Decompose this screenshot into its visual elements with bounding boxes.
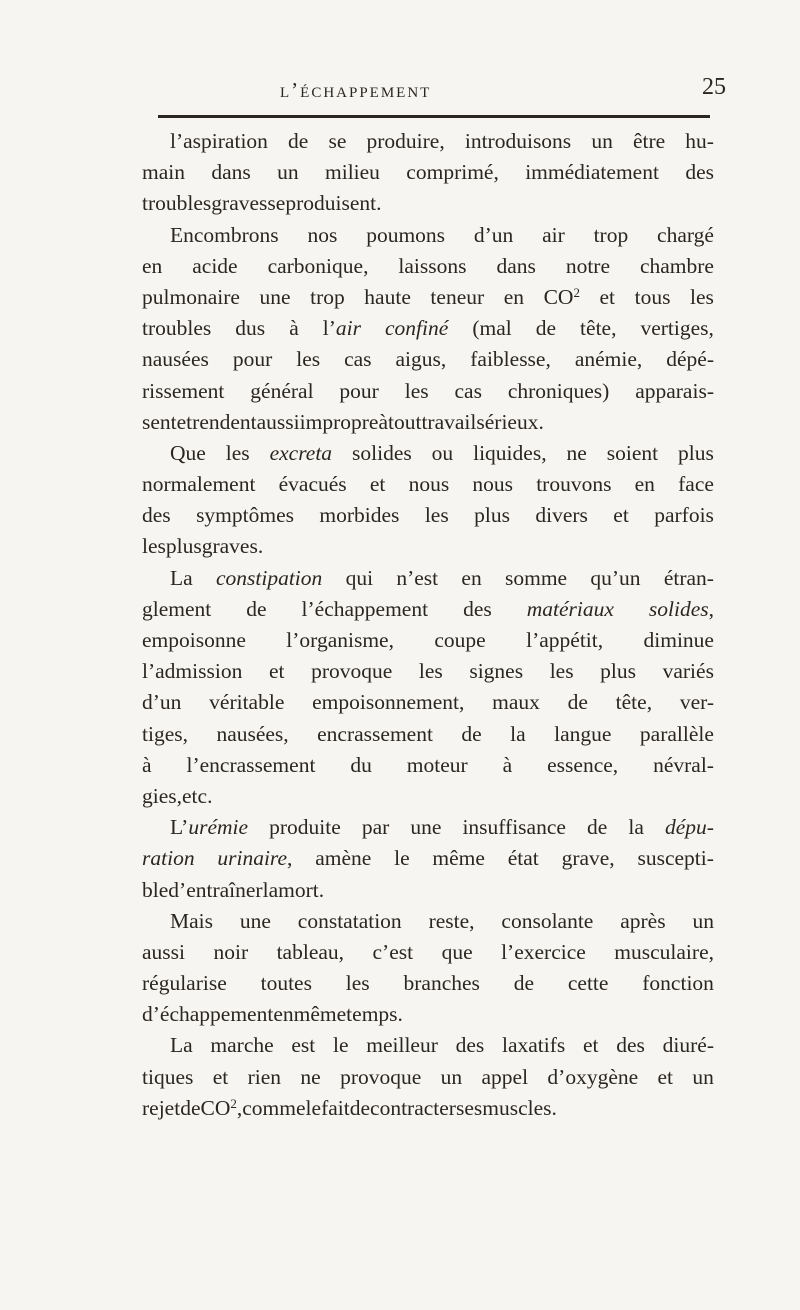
text-line: Encombrons nos poumons d’un air trop chargé <box>170 222 714 247</box>
text-line: rejet de $CO^2$, comme le fait de contracter ses muscles. <box>142 1095 557 1120</box>
text-line: La marche est le meilleur des laxatifs et des diuré- <box>170 1033 714 1058</box>
text-line: nausées pour les cas aigus, faiblesse, anémie, dépé- <box>142 347 714 372</box>
text-line: glement de l’échappement des matériaux solides, <box>142 596 714 621</box>
text-line: l’admission et provoque les signes les plus variés <box>142 659 714 684</box>
text-line: pulmonaire une trop haute teneur en $CO^2$ et tous les <box>142 284 714 309</box>
text-line: d’échappement en même temps. <box>142 1002 403 1027</box>
text-line: régularise toutes les branches de cette fonction <box>142 971 714 996</box>
text-line: La constipation qui n’est en somme qu’un étran- <box>170 565 714 590</box>
page-number: 25 <box>702 74 726 100</box>
text-line: troubles graves se produisent. <box>142 191 382 216</box>
running-title: l’échappement <box>280 78 432 102</box>
text-line: Que les excreta solides ou liquides, ne soient plus <box>170 440 714 465</box>
body-text <box>142 126 714 1124</box>
text-line: gies, etc. <box>142 783 213 808</box>
header-rule <box>158 115 710 118</box>
text-line: les plus graves. <box>142 534 264 559</box>
text-line: tiques et rien ne provoque un appel d’oxygène et un <box>142 1064 714 1089</box>
text-line: aussi noir tableau, c’est que l’exercice musculaire, <box>142 939 714 964</box>
text-line: l’aspiration de se produire, introduisons un être hu- <box>170 129 714 153</box>
text-line: à l’encrassement du moteur à essence, névral- <box>142 752 714 777</box>
text-line: main dans un milieu comprimé, immédiatement des <box>142 160 714 185</box>
text-line: troubles dus à l’air confiné (mal de tête, vertiges, <box>142 316 714 341</box>
text-line: normalement évacués et nous nous trouvons en face <box>142 472 714 497</box>
text-line: des symptômes morbides les plus divers et parfois <box>142 503 714 528</box>
text-line: ration urinaire, amène le même état grave, suscepti- <box>142 846 714 871</box>
text-line: en acide carbonique, laissons dans notre chambre <box>142 253 714 278</box>
text-line: d’un véritable empoisonnement, maux de tête, ver- <box>142 690 714 715</box>
running-head <box>0 74 800 108</box>
text-line: Mais une constatation reste, consolante après un <box>170 908 714 933</box>
text-line: tiges, nausées, encrassement de la langue parallèle <box>142 721 714 746</box>
text-line: L’urémie produite par une insuffisance de la dépu- <box>170 815 714 840</box>
text-line: rissement général pour les cas chroniques) apparais- <box>142 378 714 403</box>
text-line: empoisonne l’organisme, coupe l’appétit, diminue <box>142 628 714 652</box>
text-line: ble d’entraîner la mort. <box>142 877 325 902</box>
text-line: sent et rendent aussi impropre à tout travail sérieux. <box>142 409 544 434</box>
